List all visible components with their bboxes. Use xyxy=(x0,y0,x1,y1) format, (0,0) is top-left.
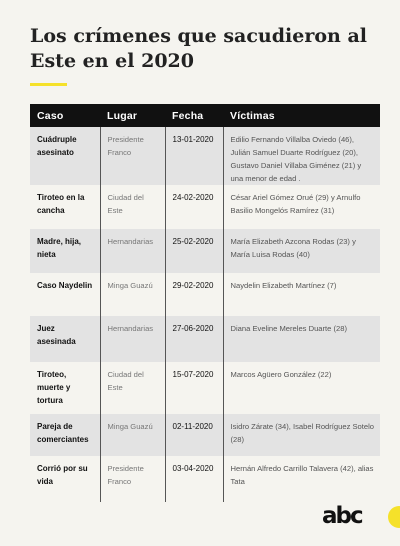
table-row xyxy=(30,185,380,229)
cell-lugar: Presidente Franco xyxy=(100,456,165,502)
cell-victimas: María Elizabeth Azcona Rodas (23) y María Luisa Rodas (40) xyxy=(223,229,380,273)
column-header-victimas: Víctimas xyxy=(223,104,380,127)
cell-caso: Corrió por su vida xyxy=(37,464,88,486)
table-row xyxy=(30,273,380,316)
logo-text: abc xyxy=(322,503,362,529)
table-row xyxy=(30,362,380,414)
cell-fecha: 25-02-2020 xyxy=(165,229,223,273)
column-header-caso: Caso xyxy=(30,104,100,127)
cell-victimas: César Ariel Gómez Orué (29) y Arnulfo Basilio Mongelós Ramírez (31) xyxy=(223,185,380,229)
cell-lugar: Presidente Franco xyxy=(100,127,165,185)
cell-fecha: 29-02-2020 xyxy=(165,273,223,316)
cell-lugar: Ciudad del Este xyxy=(100,362,165,414)
cell-lugar: Minga Guazú xyxy=(100,273,165,316)
logo-yellow-dot xyxy=(388,506,400,528)
cell-lugar: Hernandarias xyxy=(100,316,165,362)
cell-caso: Madre, hija, nieta xyxy=(30,229,100,273)
crimes-table xyxy=(30,104,380,502)
cell-fecha: 15-07-2020 xyxy=(165,362,223,414)
cell-victimas: Marcos Agüero González (22) xyxy=(223,362,380,414)
cell-caso: Juez asesinada xyxy=(30,316,100,362)
cell-caso: Caso Naydelin xyxy=(37,281,93,290)
cell-victimas: Naydelin Elizabeth Martínez (7) xyxy=(223,273,380,316)
cell-fecha: 02-11-2020 xyxy=(165,414,223,456)
page-title: Los crímenes que sacudieron al Este en el 2020 xyxy=(30,25,367,72)
table-row xyxy=(30,127,380,185)
abc-logo xyxy=(322,500,400,532)
cell-fecha: 24-02-2020 xyxy=(165,185,223,229)
cell-lugar: Ciudad del Este xyxy=(100,185,165,229)
column-header-lugar: Lugar xyxy=(100,104,165,127)
table-header-row xyxy=(30,104,380,127)
cell-victimas: Isidro Zárate (34), Isabel Rodríguez Sotelo (28) xyxy=(223,414,380,456)
cell-fecha: 13-01-2020 xyxy=(165,127,223,185)
cell-fecha: 27-06-2020 xyxy=(165,316,223,362)
table-row xyxy=(30,456,380,502)
cell-victimas: Diana Eveline Mereles Duarte (28) xyxy=(223,316,380,362)
cell-caso: Tiroteo, muerte y tortura xyxy=(37,370,71,405)
table-row xyxy=(30,316,380,362)
table-row xyxy=(30,229,380,273)
table-row xyxy=(30,414,380,456)
cell-lugar: Hernandarias xyxy=(100,229,165,273)
cell-victimas: Hernán Alfredo Carrillo Talavera (42), alias Tata xyxy=(223,456,380,502)
title-accent-bar xyxy=(30,83,67,86)
cell-caso: Pareja de comerciantes xyxy=(30,414,100,456)
column-header-fecha: Fecha xyxy=(165,104,223,127)
cell-fecha: 03-04-2020 xyxy=(165,456,223,502)
cell-victimas: Edilio Fernando Villalba Oviedo (46), Julián Samuel Duarte Rodríguez (20), Gustavo Daniel Villaba Giménez (21) y una menor de edad . xyxy=(223,127,380,185)
cell-lugar: Minga Guazú xyxy=(100,414,165,456)
cell-caso: Cuádruple asesinato xyxy=(30,127,100,185)
cell-caso: Tiroteo en la cancha xyxy=(37,193,85,215)
